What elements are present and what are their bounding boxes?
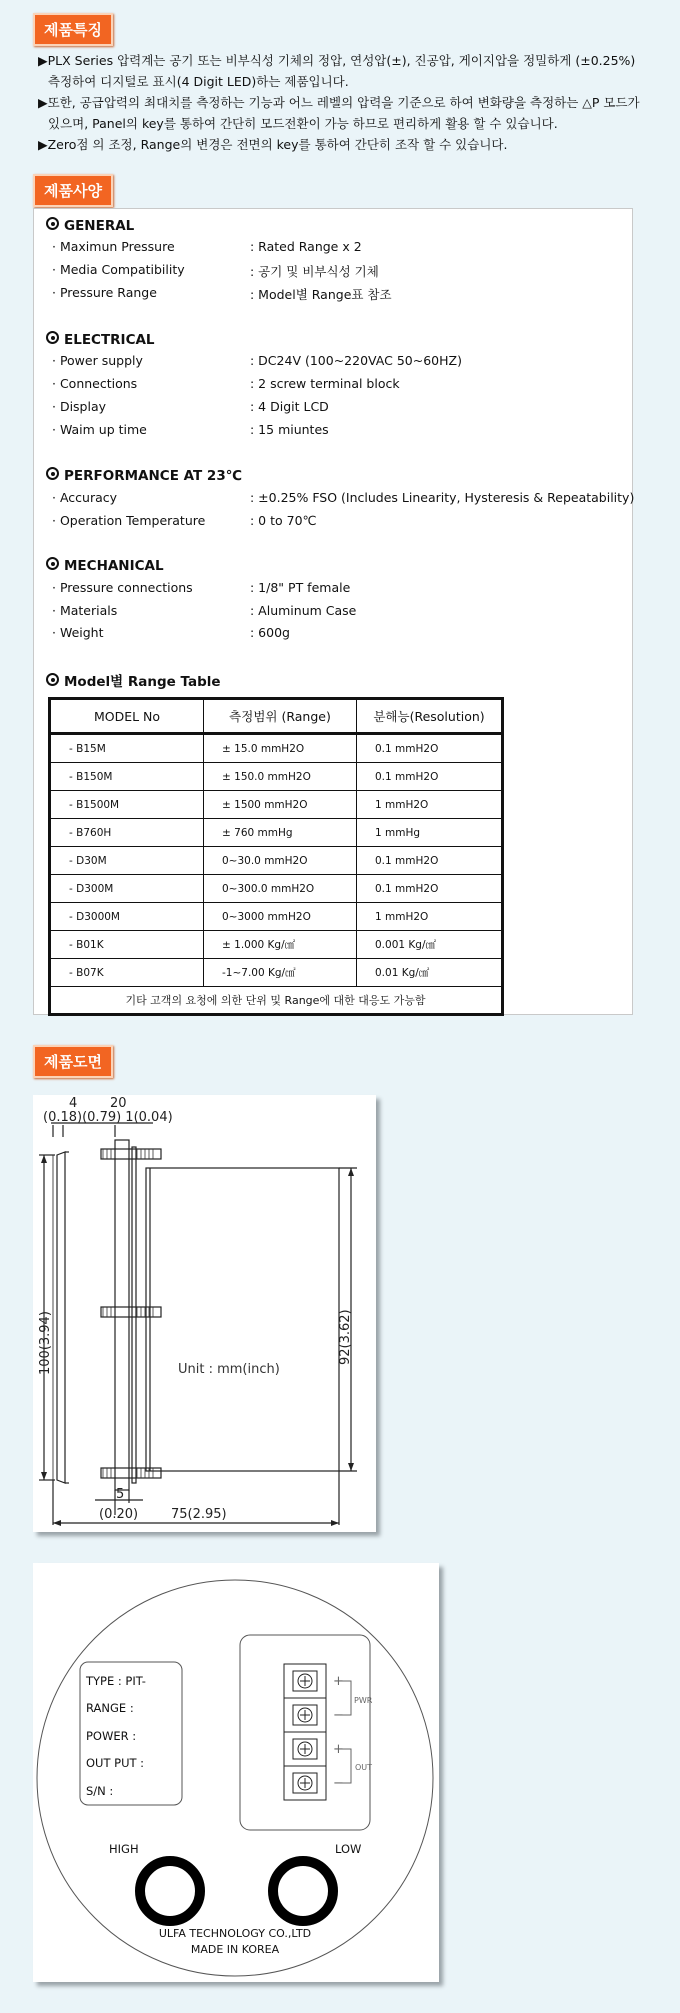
section-badge-specs: 제품사양 bbox=[33, 174, 113, 207]
table-row bbox=[50, 959, 503, 987]
table-cell: - B07K bbox=[50, 959, 204, 987]
table-cell: ± 1.000 Kg/㎠ bbox=[204, 931, 357, 959]
table-row bbox=[50, 763, 503, 791]
dim-label: 75(2.95) bbox=[171, 1507, 227, 1522]
section-badge-drawing: 제품도면 bbox=[33, 1045, 113, 1078]
out-label: OUT bbox=[355, 1763, 373, 1772]
table-cell: -1~7.00 Kg/㎠ bbox=[204, 959, 357, 987]
table-cell: 0.1 mmH2O bbox=[357, 847, 503, 875]
high-port-label: HIGH bbox=[109, 1842, 139, 1856]
low-port bbox=[273, 1861, 333, 1921]
section-badge-features: 제품특징 bbox=[33, 13, 113, 46]
bullet-icon bbox=[46, 557, 59, 570]
table-cell: 1 mmHg bbox=[357, 819, 503, 847]
feature-line: ▶PLX Series 압력계는 공기 또는 비부식성 기체의 정압, 연성압(±), 진공압, 게이지압을 정밀하게 (±0.25%) bbox=[38, 53, 636, 68]
feature-line: ▶또한, 공급압력의 최대치를 측정하는 기능과 어느 레벨의 압력을 기준으로 하여 변화량을 측정하는 △P 모드가 bbox=[38, 95, 640, 110]
nameplate-label: S/N : bbox=[86, 1784, 114, 1798]
side-view-svg bbox=[33, 1095, 376, 1532]
spec-heading-mechanical: MECHANICAL bbox=[46, 557, 164, 574]
table-cell: - D30M bbox=[50, 847, 204, 875]
table-row bbox=[50, 931, 503, 959]
table-cell: 0.1 mmH2O bbox=[357, 734, 503, 763]
table-row bbox=[50, 903, 503, 931]
table-cell: 0.01 Kg/㎠ bbox=[357, 959, 503, 987]
dim-label: (0.20) bbox=[99, 1507, 139, 1522]
low-port-label: LOW bbox=[335, 1842, 362, 1856]
terminal-sign: − bbox=[333, 1708, 344, 1723]
table-row bbox=[50, 875, 503, 903]
table-cell: - B1500M bbox=[50, 791, 204, 819]
table-cell: 0.001 Kg/㎠ bbox=[357, 931, 503, 959]
bullet-icon bbox=[46, 673, 59, 686]
spec-heading-range-table: Model별 Range Table bbox=[46, 670, 221, 690]
terminal-sign: − bbox=[333, 1776, 344, 1791]
table-header-row bbox=[50, 699, 503, 734]
spec-heading-electrical: ELECTRICAL bbox=[46, 331, 155, 348]
spec-box: GENERAL · Maximun Pressure : Rated Range x 2 · Media Compatibility : 공기 및 비부식성 기체 · Pressure Range : Model별 Range표 참조 ELECTRICAL · Power supply : DC24V (100~220VAC 50~60HZ) · Connections : 2 screw terminal block · Display : 4 Digit LCD · Waim up time : 15 miuntes PERFORMANCE AT 23℃ · Accuracy : ±0.25% FSO (Includes Linearity, Hysteresis & Repeatability) · Operation Temperature : 0 to 70℃ MECHANICAL · Pressure connections : 1/8" PT female · Materials : Aluminum Case · Weight : 600g Model별 Range Table MODEL No 측정범위 (Range) 분해능(Resolution) - B15M ± 15.0 mmH2O 0.1 mmH2O - B150M ± 150.0 mmH2O 0.1 mmH2O - B1500M ± 1500 mmH2O 1 mmH2O - B760H ± 760 mmHg 1 mmHg - D30M 0~30.0 mmH2O 0.1 mmH2O - D300M 0~300.0 mmH2O 0.1 mmH2O - D3000M 0~3000 mmH2O 1 mmH2O - B01K ± 1.000 Kg/㎠ 0.001 Kg/㎠ - B07K -1~7.00 Kg/㎠ 0.01 Kg/㎠ 기타 고객의 요청에 의한 단위 및 Range에 대한 대응도 가능함 bbox=[33, 208, 633, 1015]
table-cell: ± 760 mmHg bbox=[204, 819, 357, 847]
spec-heading-general: GENERAL bbox=[46, 217, 134, 234]
terminal-sign: + bbox=[333, 1674, 344, 1689]
table-row bbox=[50, 734, 503, 763]
table-cell: - D3000M bbox=[50, 903, 204, 931]
table-cell: 0.1 mmH2O bbox=[357, 875, 503, 903]
table-header: 측정범위 (Range) bbox=[204, 699, 357, 734]
feature-line: ▶Zero점 의 조정, Range의 변경은 전면의 key를 통하여 간단히 조작 할 수 있습니다. bbox=[38, 137, 508, 152]
table-cell: ± 15.0 mmH2O bbox=[204, 734, 357, 763]
company-name: ULFA TECHNOLOGY CO.,LTD bbox=[158, 1927, 312, 1940]
table-cell: 0~300.0 mmH2O bbox=[204, 875, 357, 903]
unit-label: Unit : mm(inch) bbox=[178, 1362, 280, 1377]
table-cell: 0~3000 mmH2O bbox=[204, 903, 357, 931]
feature-line: 있으며, Panel의 key를 통하여 간단히 모드전환이 가능 하므로 편리하게 활용 할 수 있습니다. bbox=[48, 116, 558, 131]
rear-view-svg bbox=[33, 1563, 439, 1982]
table-cell: - B01K bbox=[50, 931, 204, 959]
table-cell: - D300M bbox=[50, 875, 204, 903]
made-in: MADE IN KOREA bbox=[190, 1943, 280, 1956]
bullet-icon bbox=[46, 217, 59, 230]
features-text bbox=[38, 50, 668, 155]
terminal-sign: + bbox=[333, 1742, 344, 1757]
dim-label: (0.18)(0.79) 1(0.04) bbox=[43, 1110, 173, 1125]
table-note-row bbox=[50, 987, 503, 1015]
bullet-icon bbox=[46, 467, 59, 480]
table-cell: 0.1 mmH2O bbox=[357, 763, 503, 791]
bullet-icon bbox=[46, 331, 59, 344]
side-view-drawing bbox=[33, 1095, 376, 1532]
spec-heading-performance: PERFORMANCE AT 23℃ bbox=[46, 467, 242, 484]
rear-view-drawing bbox=[33, 1563, 439, 1982]
table-cell: ± 1500 mmH2O bbox=[204, 791, 357, 819]
table-header: MODEL No bbox=[50, 699, 204, 734]
feature-line: 측정하여 디지털로 표시(4 Digit LED)하는 제품입니다. bbox=[48, 74, 349, 89]
dim-label: 4 bbox=[69, 1096, 78, 1111]
table-cell: ± 150.0 mmH2O bbox=[204, 763, 357, 791]
dim-label: 92(3.62) bbox=[338, 1309, 353, 1365]
nameplate-label: TYPE : PIT- bbox=[86, 1674, 146, 1688]
dim-label: 100(3.94) bbox=[38, 1311, 53, 1375]
dim-label: 5 bbox=[116, 1487, 125, 1502]
table-cell: - B150M bbox=[50, 763, 204, 791]
table-row bbox=[50, 791, 503, 819]
table-cell: - B760H bbox=[50, 819, 204, 847]
table-header: 분해능(Resolution) bbox=[357, 699, 503, 734]
dim-label: 20 bbox=[110, 1096, 127, 1111]
table-row bbox=[50, 819, 503, 847]
table-cell: 1 mmH2O bbox=[357, 791, 503, 819]
nameplate-label: POWER : bbox=[86, 1729, 137, 1743]
pwr-label: PWR bbox=[354, 1696, 373, 1705]
nameplate-label: RANGE : bbox=[86, 1701, 134, 1715]
table-cell: 1 mmH2O bbox=[357, 903, 503, 931]
table-cell: - B15M bbox=[50, 734, 204, 763]
table-cell: 0~30.0 mmH2O bbox=[204, 847, 357, 875]
high-port bbox=[140, 1861, 200, 1921]
table-note: 기타 고객의 요청에 의한 단위 및 Range에 대한 대응도 가능함 bbox=[50, 987, 503, 1015]
nameplate-label: OUT PUT : bbox=[86, 1756, 145, 1770]
range-table bbox=[48, 697, 504, 1016]
table-row bbox=[50, 847, 503, 875]
